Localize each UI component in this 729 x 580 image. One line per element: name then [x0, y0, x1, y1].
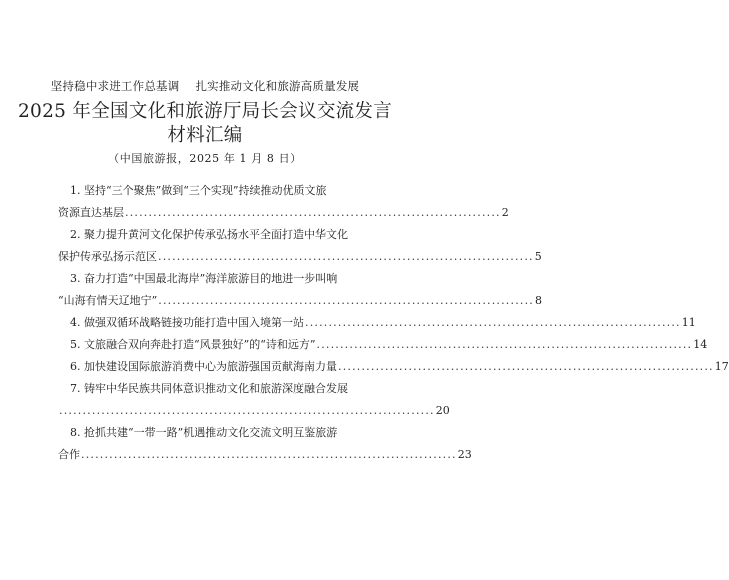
toc-entry-title-cont: 合作: [58, 448, 80, 461]
toc-page-number: 8: [534, 294, 542, 307]
toc-page-number: 14: [693, 338, 708, 351]
toc-entry-title: 6. 加快建设国际旅游消费中心为旅游强国贡献海南力量: [70, 360, 337, 373]
leader-dots: ................................................................................: [81, 448, 457, 461]
toc-entry-title-cont: “山海有情天辽地宁”: [58, 294, 158, 307]
toc-entry[interactable]: [58, 378, 450, 422]
leader-dots: ................................................................................: [158, 294, 534, 307]
leader-dots: ................................................................................: [338, 360, 714, 373]
toc-page-number: 2: [501, 206, 509, 219]
toc-entry[interactable]: [58, 422, 472, 466]
toc-page-number: 20: [435, 404, 450, 417]
toc-entry[interactable]: [58, 224, 542, 268]
toc-entry-title: 5. 文旅融合双向奔赴打造“风景独好”的“诗和远方”: [70, 338, 316, 351]
toc-entry-title: 8. 抢抓共建“一带一路”机遇推动文化交流文明互鉴旅游: [70, 426, 338, 439]
leader-dots: ................................................................................: [59, 404, 435, 417]
slogan-left: 坚持稳中求进工作总基调: [50, 79, 180, 93]
toc-entry[interactable]: [58, 268, 542, 312]
toc-entry[interactable]: [58, 180, 509, 224]
table-of-contents: [58, 180, 729, 466]
leader-dots: ................................................................................: [125, 206, 501, 219]
document-title-line-1: 2025 年全国文化和旅游厅局长会议交流发言: [17, 101, 393, 122]
toc-entry-title: 3. 奋力打造“中国最北海岸”海洋旅游目的地进一步叫响: [70, 272, 338, 285]
toc-entry[interactable]: [58, 312, 696, 334]
toc-entry[interactable]: [58, 356, 729, 378]
source-note: （中国旅游报，2025 年 1 月 8 日）: [108, 152, 302, 165]
leader-dots: ................................................................................: [158, 250, 534, 263]
toc-page-number: 17: [714, 360, 729, 373]
toc-page-number: 23: [457, 448, 472, 461]
toc-page-number: 11: [681, 316, 696, 329]
toc-entry-title-cont: 资源直达基层: [58, 206, 124, 219]
toc-entry[interactable]: [58, 334, 708, 356]
toc-entry-title: 2. 聚力提升黄河文化保护传承弘扬水平全面打造中华文化: [70, 228, 348, 241]
slogan-right: 扎实推动文化和旅游高质量发展: [195, 79, 360, 93]
leader-dots: ................................................................................: [305, 316, 681, 329]
toc-entry-title: 1. 坚持“三个聚焦”做到“三个实现”持续推动优质文旅: [70, 184, 327, 197]
document-title-line-2: 材料汇编: [167, 125, 243, 146]
leader-dots: ................................................................................: [316, 338, 693, 351]
toc-page-number: 5: [534, 250, 542, 263]
toc-entry-title: 7. 铸牢中华民族共同体意识推动文化和旅游深度融合发展: [70, 382, 348, 395]
toc-entry-title: 4. 做强双循环战略链接功能打造中国入境第一站: [70, 316, 304, 329]
slogan-line: [0, 78, 410, 94]
toc-entry-title-cont: 保护传承弘扬示范区: [58, 250, 157, 263]
